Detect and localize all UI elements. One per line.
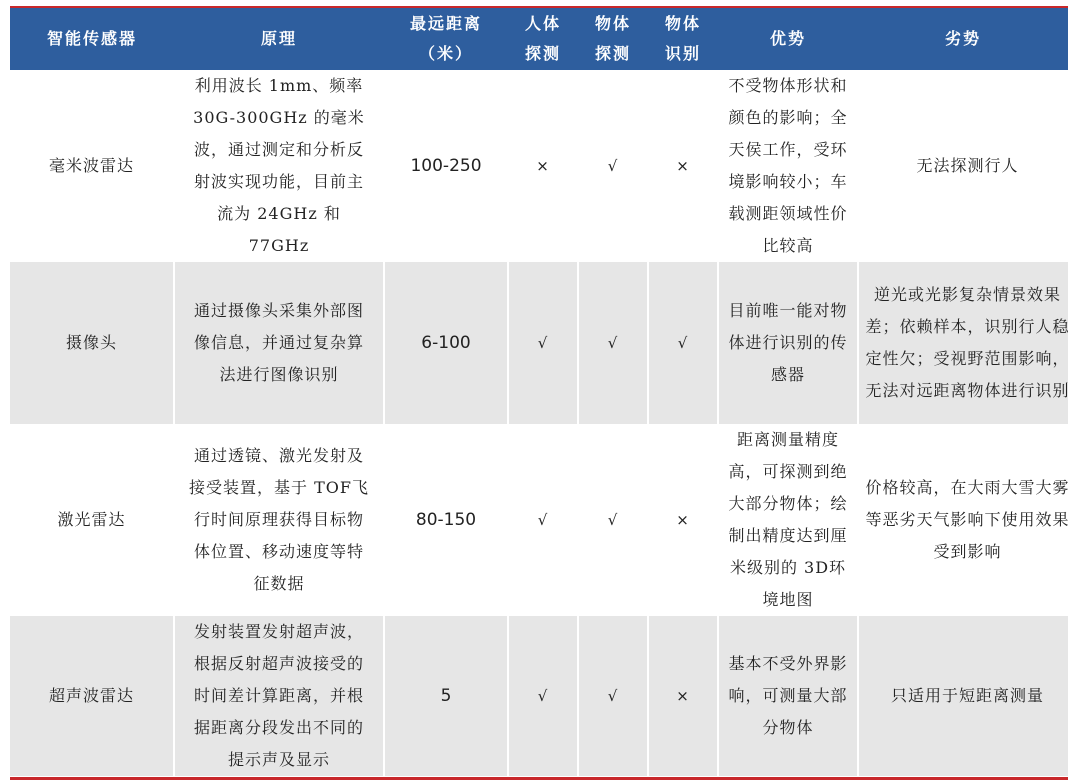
header-object-detect: 物体 探测: [578, 8, 648, 70]
object-detect-cell: √: [578, 616, 648, 776]
distance-cell: 6-100: [384, 262, 508, 424]
bottom-rule: [10, 777, 1068, 780]
distance-cell: 100-250: [384, 70, 508, 262]
table-row: [10, 262, 1068, 424]
header-object-recog: 物体 识别: [648, 8, 718, 70]
sensor-comparison-table: [10, 8, 1068, 776]
object-detect-cell: √: [578, 424, 648, 616]
sensor-name: 毫米波雷达: [10, 70, 174, 262]
table-row: [10, 424, 1068, 616]
disadvantage-cell: 逆光或光影复杂情景效果差；依赖样本，识别行人稳定性欠；受视野范围影响，无法对远距离物体进行识别: [858, 262, 1068, 424]
object-recog-cell: √: [648, 262, 718, 424]
principle-cell: 通过摄像头采集外部图像信息，并通过复杂算法进行图像识别: [174, 262, 384, 424]
distance-cell: 5: [384, 616, 508, 776]
human-detect-cell: √: [508, 616, 578, 776]
object-recog-cell: ×: [648, 424, 718, 616]
human-detect-cell: √: [508, 424, 578, 616]
advantage-cell: 目前唯一能对物体进行识别的传感器: [718, 262, 858, 424]
header-distance: 最远距离 （米）: [384, 8, 508, 70]
advantage-cell: 基本不受外界影响，可测量大部分物体: [718, 616, 858, 776]
advantage-cell: 不受物体形状和颜色的影响；全天侯工作，受环境影响较小；车载测距领域性价比较高: [718, 70, 858, 262]
header-sensor: 智能传感器: [10, 8, 174, 70]
distance-cell: 80-150: [384, 424, 508, 616]
header-row: [10, 8, 1068, 70]
disadvantage-cell: 只适用于短距离测量: [858, 616, 1068, 776]
object-detect-cell: √: [578, 70, 648, 262]
advantage-cell: 距离测量精度高，可探测到绝大部分物体；绘制出精度达到厘米级别的 3D环境地图: [718, 424, 858, 616]
sensor-name: 摄像头: [10, 262, 174, 424]
table-row: [10, 70, 1068, 262]
principle-cell: 发射装置发射超声波，根据反射超声波接受的时间差计算距离，并根据距离分段发出不同的提示声及显示: [174, 616, 384, 776]
header-disadvantage: 劣势: [858, 8, 1068, 70]
table-row: [10, 616, 1068, 776]
object-recog-cell: ×: [648, 616, 718, 776]
human-detect-cell: ×: [508, 70, 578, 262]
header-principle: 原理: [174, 8, 384, 70]
sensor-name: 激光雷达: [10, 424, 174, 616]
principle-cell: 通过透镜、激光发射及接受装置，基于 TOF飞行时间原理获得目标物体位置、移动速度等特征数据: [174, 424, 384, 616]
object-detect-cell: √: [578, 262, 648, 424]
disadvantage-cell: 价格较高，在大雨大雪大雾等恶劣天气影响下使用效果受到影响: [858, 424, 1068, 616]
sensor-name: 超声波雷达: [10, 616, 174, 776]
object-recog-cell: ×: [648, 70, 718, 262]
header-human-detect: 人体 探测: [508, 8, 578, 70]
human-detect-cell: √: [508, 262, 578, 424]
disadvantage-cell: 无法探测行人: [858, 70, 1068, 262]
header-advantage: 优势: [718, 8, 858, 70]
principle-cell: 利用波长 1mm、频率30G-300GHz 的毫米波，通过测定和分析反射波实现功能，目前主流为 24GHz 和77GHz: [174, 70, 384, 262]
